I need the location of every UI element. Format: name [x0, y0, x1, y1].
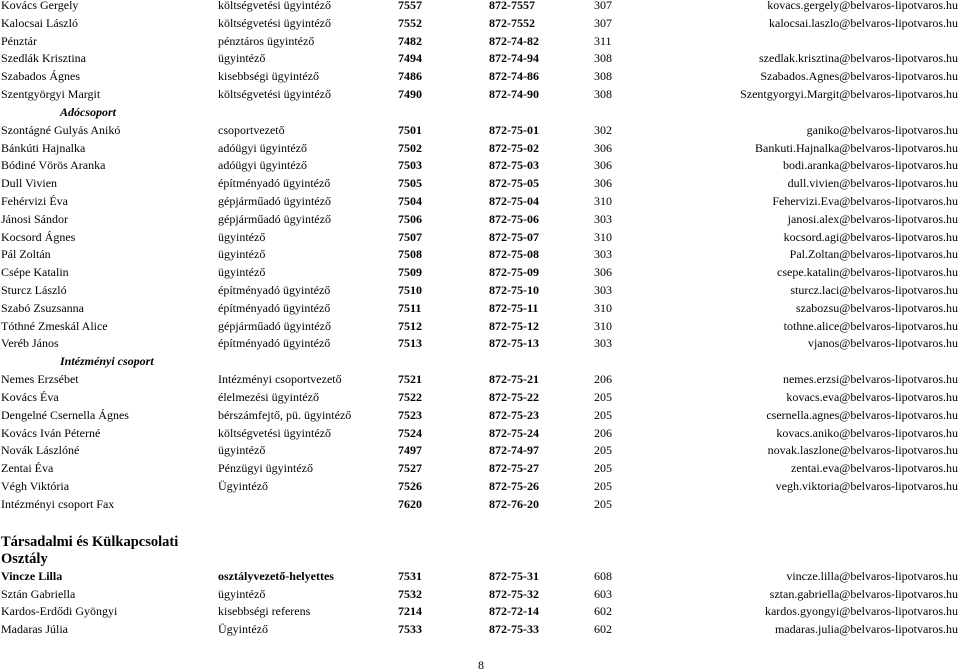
- directory-row: [0, 389, 960, 407]
- job-title: ügyintéző: [218, 247, 266, 262]
- email-address: sturcz.laci@belvaros-lipotvaros.hu: [790, 283, 958, 297]
- extension: 7532: [398, 586, 422, 601]
- phone-number: 872-75-13: [489, 336, 539, 351]
- email-address: csepe.katalin@belvaros-lipotvaros.hu: [777, 265, 958, 280]
- department-title: [0, 534, 960, 568]
- job-title: pénztáros ügyintéző: [218, 33, 315, 48]
- department-rows: [0, 568, 960, 638]
- extension: 7482: [398, 33, 422, 48]
- job-title: költségvetési ügyintéző: [218, 0, 331, 12]
- extension: 7509: [398, 265, 422, 280]
- phone-number: 872-75-08: [489, 247, 539, 262]
- employee-name: Intézményi csoport Fax: [1, 496, 115, 511]
- phone-number: 872-7552: [489, 15, 535, 30]
- directory-row: [0, 460, 960, 478]
- extension: 7505: [398, 176, 422, 191]
- section-heading: Adócsoport: [60, 104, 117, 119]
- extension: 7526: [398, 478, 422, 493]
- extension: 7527: [398, 461, 422, 476]
- extension: 7490: [398, 87, 422, 102]
- employee-name: Kovács Éva: [1, 389, 59, 404]
- directory-row: [0, 335, 960, 353]
- phone-number: 872-75-24: [489, 425, 539, 440]
- extension: 7486: [398, 69, 422, 84]
- extension: 7557: [398, 0, 422, 12]
- phone-number: 872-75-12: [489, 318, 539, 333]
- directory-row: [0, 0, 960, 15]
- email-address: dull.vivien@belvaros-lipotvaros.hu: [787, 176, 958, 191]
- directory-row: [0, 50, 960, 68]
- extension: 7508: [398, 247, 422, 262]
- job-title: költségvetési ügyintéző: [218, 15, 331, 30]
- directory-row: [0, 442, 960, 460]
- job-title: Intézményi csoportvezető: [218, 372, 342, 387]
- room-number: 306: [594, 176, 612, 191]
- phone-number: 872-74-90: [489, 87, 539, 102]
- extension: 7512: [398, 318, 422, 333]
- job-title: ügyintéző: [218, 51, 266, 66]
- email-address: szedlak.krisztina@belvaros-lipotvaros.hu: [759, 51, 958, 66]
- phone-number: 872-75-32: [489, 586, 539, 601]
- employee-name: Sturcz László: [1, 283, 67, 297]
- job-title: ügyintéző: [218, 586, 266, 601]
- room-number: 303: [594, 283, 612, 297]
- room-number: 306: [594, 158, 612, 173]
- room-number: 310: [594, 229, 612, 244]
- directory-row: [0, 211, 960, 229]
- email-address: Bankuti.Hajnalka@belvaros-lipotvaros.hu: [754, 140, 958, 155]
- room-number: 306: [594, 265, 612, 280]
- directory-row: [0, 300, 960, 318]
- email-address: vjanos@belvaros-lipotvaros.hu: [807, 336, 958, 351]
- directory-row: [0, 15, 960, 33]
- extension: 7524: [398, 425, 422, 440]
- department-title-line: Társadalmi és Külkapcsolati: [1, 534, 179, 550]
- job-title: költségvetési ügyintéző: [218, 87, 331, 102]
- room-number: 310: [594, 318, 612, 333]
- job-title: kisebbségi referens: [218, 604, 311, 619]
- extension: 7510: [398, 283, 422, 297]
- directory-row: [0, 586, 960, 604]
- extension: 7552: [398, 15, 422, 30]
- extension: 7521: [398, 372, 422, 387]
- room-number: 603: [594, 586, 612, 601]
- phone-number: 872-76-20: [489, 496, 539, 511]
- email-address: kardos.gyongyi@belvaros-lipotvaros.hu: [764, 604, 958, 619]
- email-address: szabozsu@belvaros-lipotvaros.hu: [795, 300, 958, 315]
- email-address: Szabados.Agnes@belvaros-lipotvaros.hu: [760, 69, 958, 84]
- job-title: költségvetési ügyintéző: [218, 425, 331, 440]
- section-heading-row: [0, 353, 960, 371]
- phone-number: 872-75-11: [489, 300, 539, 315]
- phone-number: 872-75-03: [489, 158, 539, 173]
- directory-row: [0, 496, 960, 514]
- phone-number: 872-75-02: [489, 140, 539, 155]
- extension: 7504: [398, 193, 422, 208]
- phone-number: 872-75-26: [489, 478, 539, 493]
- room-number: 206: [594, 372, 612, 387]
- email-address: ganiko@belvaros-lipotvaros.hu: [806, 122, 958, 137]
- directory-row: [0, 407, 960, 425]
- employee-name: Bódiné Vörös Aranka: [1, 158, 106, 173]
- email-address: Fehervizi.Eva@belvaros-lipotvaros.hu: [772, 193, 958, 208]
- room-number: 310: [594, 300, 612, 315]
- extension: 7513: [398, 336, 422, 351]
- extension: 7503: [398, 158, 422, 173]
- room-number: 311: [594, 33, 612, 48]
- phone-number: 872-7557: [489, 0, 535, 12]
- room-number: 302: [594, 122, 612, 137]
- employee-name: Nemes Erzsébet: [1, 372, 79, 387]
- job-title: ügyintéző: [218, 443, 266, 458]
- department-block: [0, 534, 960, 638]
- directory-row: [0, 568, 960, 586]
- phone-number: 872-75-07: [489, 229, 539, 244]
- email-address: kovacs.eva@belvaros-lipotvaros.hu: [786, 389, 958, 404]
- extension: 7523: [398, 407, 422, 422]
- employee-name: Fehérvizi Éva: [1, 193, 68, 208]
- email-address: tothne.alice@belvaros-lipotvaros.hu: [783, 318, 958, 333]
- job-title: Pénzügyi ügyintéző: [218, 461, 313, 476]
- phone-number: 872-74-86: [489, 69, 539, 84]
- email-address: kovacs.gergely@belvaros-lipotvaros.hu: [767, 0, 958, 12]
- directory-row: [0, 175, 960, 193]
- extension: 7533: [398, 621, 422, 636]
- extension: 7502: [398, 140, 422, 155]
- directory-row: [0, 229, 960, 247]
- directory-row: [0, 425, 960, 443]
- extension: 7497: [398, 443, 422, 458]
- employee-name: Dengelné Csernella Ágnes: [1, 407, 129, 422]
- job-title: adóügyi ügyintéző: [218, 140, 307, 155]
- room-number: 206: [594, 425, 612, 440]
- room-number: 205: [594, 461, 612, 476]
- room-number: 303: [594, 247, 612, 262]
- directory-row: [0, 621, 960, 639]
- email-address: vegh.viktoria@belvaros-lipotvaros.hu: [775, 478, 958, 493]
- room-number: 608: [594, 569, 612, 583]
- extension: 7501: [398, 122, 422, 137]
- employee-name: Pénztár: [1, 33, 37, 48]
- phone-number: 872-75-01: [489, 122, 539, 137]
- email-address: madaras.julia@belvaros-lipotvaros.hu: [775, 621, 958, 636]
- employee-name: Kovács Iván Péterné: [1, 425, 101, 440]
- email-address: kocsord.agi@belvaros-lipotvaros.hu: [783, 229, 958, 244]
- room-number: 205: [594, 407, 612, 422]
- section-institution-group: [0, 371, 960, 514]
- directory-row: [0, 140, 960, 158]
- directory-row: [0, 603, 960, 621]
- room-number: 303: [594, 336, 612, 351]
- email-address: kalocsai.laszlo@belvaros-lipotvaros.hu: [769, 15, 958, 30]
- extension: 7507: [398, 229, 422, 244]
- employee-name: Kalocsai László: [1, 15, 78, 30]
- employee-name: Szedlák Krisztina: [1, 51, 86, 66]
- room-number: 205: [594, 478, 612, 493]
- extension: 7522: [398, 389, 422, 404]
- employee-name: Tóthné Zmeskál Alice: [1, 318, 108, 333]
- employee-name: Pál Zoltán: [1, 247, 51, 262]
- phone-number: 872-75-33: [489, 621, 539, 636]
- phone-number: 872-72-14: [489, 604, 539, 619]
- section-heading: Intézményi csoport: [60, 354, 154, 369]
- job-title: osztályvezető-helyettes: [218, 569, 334, 583]
- employee-name: Szabó Zsuzsanna: [1, 300, 84, 315]
- email-address: sztan.gabriella@belvaros-lipotvaros.hu: [769, 586, 958, 601]
- employee-name: Végh Viktória: [1, 478, 70, 493]
- employee-name: Veréb János: [1, 336, 59, 351]
- employee-name: Novák Lászlóné: [1, 443, 80, 458]
- email-address: novak.laszlone@belvaros-lipotvaros.hu: [767, 443, 958, 458]
- job-title: kisebbségi ügyintéző: [218, 69, 319, 84]
- room-number: 602: [594, 621, 612, 636]
- employee-name: Kardos-Erdődi Gyöngyi: [1, 604, 118, 619]
- employee-name: Kocsord Ágnes: [1, 229, 76, 244]
- phone-number: 872-75-21: [489, 372, 539, 387]
- room-number: 308: [594, 69, 612, 84]
- phone-number: 872-75-22: [489, 389, 539, 404]
- room-number: 308: [594, 87, 612, 102]
- job-title: építményadó ügyintéző: [218, 336, 331, 351]
- employee-name: Dull Vivien: [1, 176, 58, 191]
- employee-name: Csépe Katalin: [1, 265, 69, 280]
- job-title: adóügyi ügyintéző: [218, 158, 307, 173]
- directory-row: [0, 282, 960, 300]
- employee-name: Sztán Gabriella: [1, 586, 76, 601]
- directory-row: [0, 371, 960, 389]
- employee-name: Kovács Gergely: [1, 0, 79, 12]
- extension: 7506: [398, 211, 422, 226]
- employee-name: Madaras Júlia: [1, 621, 68, 636]
- directory-row: [0, 264, 960, 282]
- room-number: 307: [594, 15, 612, 30]
- job-title: építményadó ügyintéző: [218, 283, 331, 297]
- room-number: 303: [594, 211, 612, 226]
- extension: 7494: [398, 51, 422, 66]
- job-title: gépjárműadó ügyintéző: [218, 318, 331, 333]
- email-address: kovacs.aniko@belvaros-lipotvaros.hu: [776, 425, 958, 440]
- phone-number: 872-74-97: [489, 443, 539, 458]
- job-title: építményadó ügyintéző: [218, 300, 331, 315]
- directory-row: [0, 246, 960, 264]
- room-number: 602: [594, 604, 612, 619]
- phone-number: 872-74-94: [489, 51, 539, 66]
- extension: 7511: [398, 300, 422, 315]
- phone-number: 872-75-06: [489, 211, 539, 226]
- employee-name: Szentgyörgyi Margit: [1, 87, 101, 102]
- section-tax-group: [0, 122, 960, 354]
- email-address: vincze.lilla@belvaros-lipotvaros.hu: [786, 569, 958, 583]
- job-title: ügyintéző: [218, 265, 266, 280]
- phone-number: 872-75-04: [489, 193, 539, 208]
- phone-number: 872-75-27: [489, 461, 539, 476]
- section-general: [0, 0, 960, 104]
- job-title: csoportvezető: [218, 122, 285, 137]
- directory-row: [0, 68, 960, 86]
- directory-row: [0, 157, 960, 175]
- phone-number: 872-75-10: [489, 283, 539, 297]
- room-number: 205: [594, 443, 612, 458]
- phone-number: 872-75-09: [489, 265, 539, 280]
- extension: 7620: [398, 496, 422, 511]
- email-address: bodi.aranka@belvaros-lipotvaros.hu: [782, 158, 958, 173]
- employee-name: Bánkúti Hajnalka: [1, 140, 86, 155]
- phone-number: 872-74-82: [489, 33, 539, 48]
- phone-number: 872-75-23: [489, 407, 539, 422]
- extension: 7531: [398, 569, 422, 583]
- job-title: építményadó ügyintéző: [218, 176, 331, 191]
- email-address: Szentgyorgyi.Margit@belvaros-lipotvaros.hu: [740, 87, 958, 102]
- job-title: gépjárműadó ügyintéző: [218, 211, 331, 226]
- job-title: gépjárműadó ügyintéző: [218, 193, 331, 208]
- directory-row: [0, 478, 960, 496]
- phone-number: 872-75-31: [489, 569, 539, 583]
- room-number: 310: [594, 193, 612, 208]
- directory-row: [0, 33, 960, 51]
- job-title: élelmezési ügyintéző: [218, 389, 319, 404]
- department-title-line: Osztály: [1, 551, 48, 567]
- directory-row: [0, 193, 960, 211]
- section-heading-row: [0, 104, 960, 122]
- phone-number: 872-75-05: [489, 176, 539, 191]
- employee-name: Szontágné Gulyás Anikó: [1, 122, 121, 137]
- extension: 7214: [398, 604, 422, 619]
- job-title: bérszámfejtő, pü. ügyintéző: [218, 407, 352, 422]
- job-title: Ügyintéző: [218, 478, 268, 493]
- email-address: Pal.Zoltan@belvaros-lipotvaros.hu: [789, 247, 958, 262]
- email-address: janosi.alex@belvaros-lipotvaros.hu: [787, 211, 958, 226]
- room-number: 205: [594, 496, 612, 511]
- room-number: 205: [594, 389, 612, 404]
- room-number: 307: [594, 0, 612, 12]
- room-number: 308: [594, 51, 612, 66]
- employee-name: Jánosi Sándor: [1, 211, 68, 226]
- directory-row: [0, 86, 960, 104]
- job-title: ügyintéző: [218, 229, 266, 244]
- directory-row: [0, 122, 960, 140]
- job-title: Ügyintéző: [218, 621, 268, 636]
- room-number: 306: [594, 140, 612, 155]
- employee-name: Vincze Lilla: [1, 569, 63, 583]
- directory-row: [0, 318, 960, 336]
- email-address: nemes.erzsi@belvaros-lipotvaros.hu: [782, 372, 958, 387]
- employee-name: Zentai Éva: [1, 461, 54, 476]
- email-address: csernella.agnes@belvaros-lipotvaros.hu: [766, 407, 958, 422]
- page-number: 8: [478, 658, 484, 672]
- email-address: zentai.eva@belvaros-lipotvaros.hu: [791, 461, 958, 476]
- employee-name: Szabados Ágnes: [1, 69, 80, 84]
